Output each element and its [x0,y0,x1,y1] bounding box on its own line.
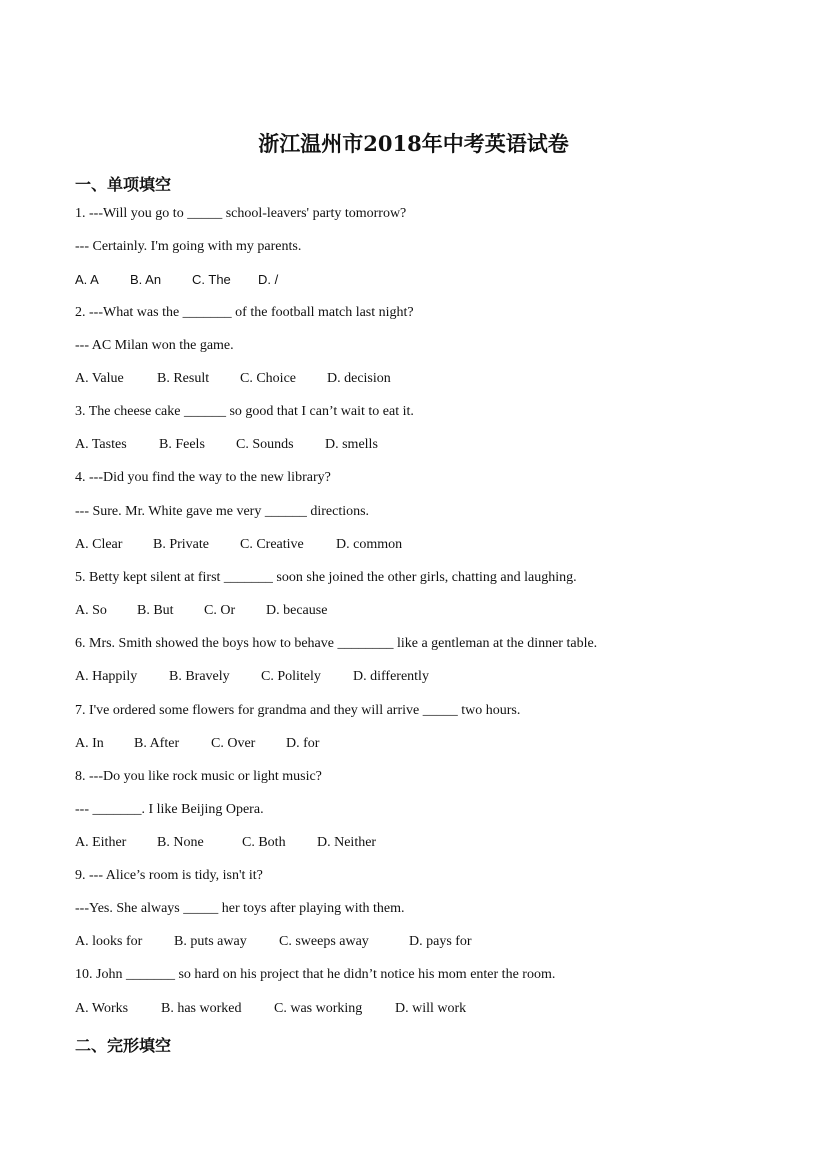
page-title: 浙江温州市2018年中考英语试卷 [258,131,569,156]
q4-option-b: B. Private [153,537,209,552]
q3-option-a: A. Tastes [75,437,127,452]
q3-option-c: C. Sounds [236,437,294,452]
section-heading-cloze: 二、完形填空 [75,1036,172,1055]
q1-line-2: --- Certainly. I'm going with my parents. [75,239,302,254]
q8-option-d: D. Neither [317,835,377,850]
q10-option-d: D. will work [395,1001,467,1016]
q5-option-c: C. Or [204,603,236,618]
q8-line-1: 8. ---Do you like rock music or light music? [75,769,322,784]
q8-option-c: C. Both [242,835,286,850]
q10-option-a: A. Works [75,1001,129,1016]
q1-line-1: 1. ---Will you go to _____ school-leavers' party tomorrow? [75,206,407,221]
q7-option-a: A. In [75,736,104,751]
q2-option-d: D. decision [327,371,391,386]
q6-line-1: 6. Mrs. Smith showed the boys how to behave ________ like a gentleman at the dinner table. [75,636,598,651]
q6-option-c: C. Politely [261,669,321,684]
q5-line-1: 5. Betty kept silent at first _______ soon she joined the other girls, chatting and laughing. [75,570,577,585]
q9-option-c: C. sweeps away [279,934,369,949]
q4-option-d: D. common [336,537,403,552]
q9-option-b: B. puts away [174,934,247,949]
q3-option-b: B. Feels [159,437,205,452]
q8-line-2: --- _______. I like Beijing Opera. [75,802,264,817]
q4-line-2: --- Sure. Mr. White gave me very ______ directions. [75,504,370,519]
q2-option-b: B. Result [157,371,210,386]
q1-option-a: A. A [75,272,99,287]
q1-option-c: C. The [192,272,231,287]
q2-option-a: A. Value [75,371,124,386]
q4-option-c: C. Creative [240,537,304,552]
q6-option-a: A. Happily [75,669,138,684]
q9-line-1: 9. --- Alice’s room is tidy, isn't it? [75,868,263,883]
q3-option-d: D. smells [325,437,378,452]
q1-option-b: B. An [130,272,162,287]
q7-option-b: B. After [134,736,180,751]
q7-line-1: 7. I've ordered some flowers for grandma and they will arrive _____ two hours. [75,703,521,718]
q9-line-2: ---Yes. She always _____ her toys after playing with them. [75,901,405,916]
q5-option-b: B. But [137,603,174,618]
q7-option-d: D. for [286,736,320,751]
q10-line-1: 10. John _______ so hard on his project that he didn’t notice his mom enter the room. [75,967,556,982]
q7-option-c: C. Over [211,736,256,751]
q10-option-b: B. has worked [161,1001,242,1016]
q6-option-d: D. differently [353,669,429,684]
q5-option-d: D. because [266,603,328,618]
q8-option-a: A. Either [75,835,127,850]
q3-line-1: 3. The cheese cake ______ so good that I can’t wait to eat it. [75,404,414,419]
q4-line-1: 4. ---Did you find the way to the new library? [75,470,331,485]
q10-option-c: C. was working [274,1001,363,1016]
q6-option-b: B. Bravely [169,669,230,684]
q1-option-d: D. / [258,272,279,287]
q2-line-1: 2. ---What was the _______ of the football match last night? [75,305,414,320]
q8-option-b: B. None [157,835,204,850]
q9-option-d: D. pays for [409,934,472,949]
q5-option-a: A. So [75,603,107,618]
q9-option-a: A. looks for [75,934,143,949]
q4-option-a: A. Clear [75,537,123,552]
q2-line-2: --- AC Milan won the game. [75,338,234,353]
section-heading-single-choice: 一、单项填空 [75,175,172,194]
q2-option-c: C. Choice [240,371,296,386]
